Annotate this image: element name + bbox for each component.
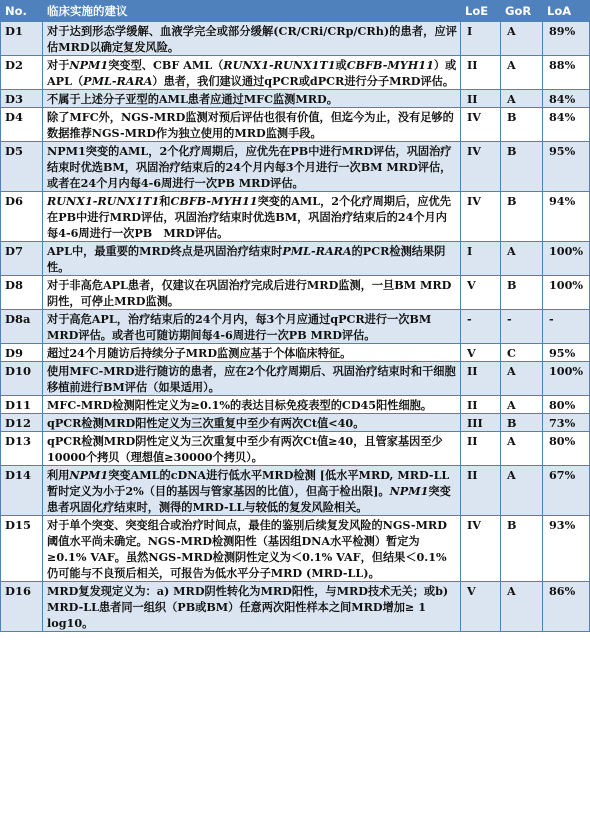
table-row — [1, 192, 590, 242]
row-no: D6 — [1, 192, 43, 242]
row-gor: B — [501, 142, 543, 192]
table-row — [1, 582, 590, 632]
row-no: D3 — [1, 90, 43, 108]
header-no: No. — [1, 1, 43, 22]
row-loa: 80% — [543, 396, 590, 414]
row-text: qPCR检测MRD阳性定义为三次重复中至少有两次Ct值<40。 — [43, 414, 461, 432]
row-loa: 73% — [543, 414, 590, 432]
row-text — [43, 466, 461, 516]
row-loe: II — [461, 362, 501, 396]
row-gor: A — [501, 362, 543, 396]
table-row — [1, 414, 590, 432]
row-text: MFC-MRD检测阳性定义为≥0.1%的表达目标免疫表型的CD45阳性细胞。 — [43, 396, 461, 414]
row-no: D2 — [1, 56, 43, 90]
row-gor: C — [501, 344, 543, 362]
gene-name: PML-RARA — [282, 244, 352, 258]
header-loa: LoA — [543, 1, 590, 22]
row-text — [43, 56, 461, 90]
row-loa: 95% — [543, 142, 590, 192]
row-loa: 100% — [543, 362, 590, 396]
gene-name: NPM1 — [389, 484, 429, 498]
table-row — [1, 90, 590, 108]
row-text: MRD复发现定义为：a) MRD阴性转化为MRD阳性，与MRD技术无关；或b) MRD-LL患者同一组织（PB或BM）任意两次阳性样本之间MRD增加≥ 1 log10。 — [43, 582, 461, 632]
row-text: 对于达到形态学缓解、血液学完全或部分缓解(CR/CRi/CRp/CRh)的患者，应评估MRD以确定复发风险。 — [43, 22, 461, 56]
row-loe: II — [461, 466, 501, 516]
gene-name: CBFB-MYH11 — [346, 58, 434, 72]
gene-name: NPM1 — [69, 58, 109, 72]
gene-name: NPM1 — [69, 468, 109, 482]
row-loe: V — [461, 582, 501, 632]
row-text — [43, 242, 461, 276]
text-part: 对于 — [47, 58, 70, 72]
row-loa: 80% — [543, 432, 590, 466]
row-gor: A — [501, 56, 543, 90]
table-row — [1, 108, 590, 142]
table-row — [1, 242, 590, 276]
table-row — [1, 516, 590, 582]
text-part: ）患者，我们建议通过qPCR或dPCR进行分子MRD评估。 — [152, 74, 455, 88]
row-loe: III — [461, 414, 501, 432]
row-loa: 95% — [543, 344, 590, 362]
row-gor: B — [501, 516, 543, 582]
row-no: D13 — [1, 432, 43, 466]
header-gor: GoR — [501, 1, 543, 22]
row-loe: V — [461, 276, 501, 310]
row-no: D15 — [1, 516, 43, 582]
table-row — [1, 142, 590, 192]
row-text — [43, 192, 461, 242]
row-gor: A — [501, 242, 543, 276]
row-no: D10 — [1, 362, 43, 396]
table-row — [1, 310, 590, 344]
row-loe: V — [461, 344, 501, 362]
row-gor: A — [501, 582, 543, 632]
text-part: 突变AML的cDNA进行低水平MRD检测 [低水平MRD, MRD-LL暂时定义为小于2%（目的基因与管家基因的比值），但高于检出限]。 — [47, 468, 450, 498]
header-loe: LoE — [461, 1, 501, 22]
row-loe: II — [461, 432, 501, 466]
row-loa: 86% — [543, 582, 590, 632]
row-no: D7 — [1, 242, 43, 276]
gene-name: PML-RARA — [83, 74, 153, 88]
text-part: 或 — [335, 58, 347, 72]
row-loa: 100% — [543, 242, 590, 276]
row-loa: 88% — [543, 56, 590, 90]
table-row — [1, 276, 590, 310]
row-no: D9 — [1, 344, 43, 362]
table-header — [1, 1, 590, 22]
row-gor: B — [501, 276, 543, 310]
row-loe: II — [461, 90, 501, 108]
row-loe: - — [461, 310, 501, 344]
row-loa: 84% — [543, 108, 590, 142]
table-row — [1, 432, 590, 466]
table-row — [1, 344, 590, 362]
row-loa: 100% — [543, 276, 590, 310]
row-text: 除了MFC外，NGS-MRD监测对预后评估也很有价值，但迄今为止，没有足够的数据推荐NGS-MRD作为独立使用的MRD监测手段。 — [43, 108, 461, 142]
row-no: D12 — [1, 414, 43, 432]
row-loa: 93% — [543, 516, 590, 582]
table-row — [1, 56, 590, 90]
row-loe: IV — [461, 192, 501, 242]
row-gor: A — [501, 466, 543, 516]
row-text: 对于单个突变、突变组合或治疗时间点，最佳的鉴别后续复发风险的NGS-MRD阈值水平尚未确定。NGS-MRD检测阳性（基因组DNA水平检测）暂定为≥0.1% VAF。虽然NGS-MRD检测阴性定义为＜0.1% VAF，但结果＜0.1%仍可能与不良预后相关，可报告为低水平分子MRD (MRD-LL)。 — [43, 516, 461, 582]
row-loa: - — [543, 310, 590, 344]
text-part: ）或APL（ — [47, 58, 457, 88]
row-loe: IV — [461, 516, 501, 582]
row-gor: - — [501, 310, 543, 344]
row-no: D8a — [1, 310, 43, 344]
header-recommendation: 临床实施的建议 — [43, 1, 461, 22]
row-gor: B — [501, 192, 543, 242]
text-part: 突变患者巩固化疗结束时，测得的MRD-LL与较低的复发风险相关。 — [47, 484, 451, 514]
row-loe: II — [461, 396, 501, 414]
row-gor: B — [501, 414, 543, 432]
gene-name: CBFB-MYH11 — [170, 194, 258, 208]
row-no: D8 — [1, 276, 43, 310]
row-gor: A — [501, 396, 543, 414]
gene-name: RUNX1-RUNX1T1 — [47, 194, 160, 208]
row-no: D5 — [1, 142, 43, 192]
row-loe: IV — [461, 108, 501, 142]
row-text: NPM1突变的AML，2个化疗周期后，应优先在PB中进行MRD评估，巩固治疗结束时优选BM，巩固治疗结束后的24个月内每3个月进行一次BM MRD评估，或者在24个月内每4-6周进行一次PB MRD评估。 — [43, 142, 461, 192]
row-text: 对于非高危APL患者，仅建议在巩固治疗完成后进行MRD监测，一旦BM MRD阴性，可停止MRD监测。 — [43, 276, 461, 310]
row-gor: A — [501, 432, 543, 466]
row-gor: A — [501, 22, 543, 56]
gene-name: RUNX1-RUNX1T1 — [223, 58, 336, 72]
row-gor: B — [501, 108, 543, 142]
text-part: APL中，最重要的MRD终点是巩固治疗结束时 — [47, 244, 283, 258]
text-part: 突变型、CBF AML（ — [108, 58, 224, 72]
text-part: 和 — [159, 194, 171, 208]
row-no: D14 — [1, 466, 43, 516]
table-row — [1, 22, 590, 56]
text-part: 的PCR检测结果阴性。 — [47, 244, 446, 274]
row-loe: I — [461, 22, 501, 56]
row-loe: I — [461, 242, 501, 276]
row-gor: A — [501, 90, 543, 108]
row-loe: II — [461, 56, 501, 90]
table-row — [1, 466, 590, 516]
row-no: D16 — [1, 582, 43, 632]
row-text: 使用MFC-MRD进行随访的患者，应在2个化疗周期后、巩固治疗结束时和干细胞移植前进行BM评估（如果适用）。 — [43, 362, 461, 396]
text-part: 利用 — [47, 468, 70, 482]
row-no: D1 — [1, 22, 43, 56]
table-row — [1, 396, 590, 414]
row-text: qPCR检测MRD阴性定义为三次重复中至少有两次Ct值≥40，且管家基因至少10000个拷贝（理想值≥30000个拷贝）。 — [43, 432, 461, 466]
table-row — [1, 362, 590, 396]
row-loe: IV — [461, 142, 501, 192]
row-text: 超过24个月随访后持续分子MRD监测应基于个体临床特征。 — [43, 344, 461, 362]
row-loa: 89% — [543, 22, 590, 56]
row-no: D11 — [1, 396, 43, 414]
row-no: D4 — [1, 108, 43, 142]
row-text: 不属于上述分子亚型的AML患者应通过MFC监测MRD。 — [43, 90, 461, 108]
text-part: 突变的AML，2个化疗周期后，应优先在PB中进行MRD评估，巩固治疗结束时优选BM，巩固治疗结束后的24个月内每4-6周进行一次PB MRD评估。 — [47, 194, 451, 240]
row-loa: 94% — [543, 192, 590, 242]
row-loa: 67% — [543, 466, 590, 516]
row-text: 对于高危APL，治疗结束后的24个月内，每3个月应通过qPCR进行一次BM MRD评估。或者也可随访期间每4-6周进行一次PB MRD评估。 — [43, 310, 461, 344]
row-loa: 84% — [543, 90, 590, 108]
